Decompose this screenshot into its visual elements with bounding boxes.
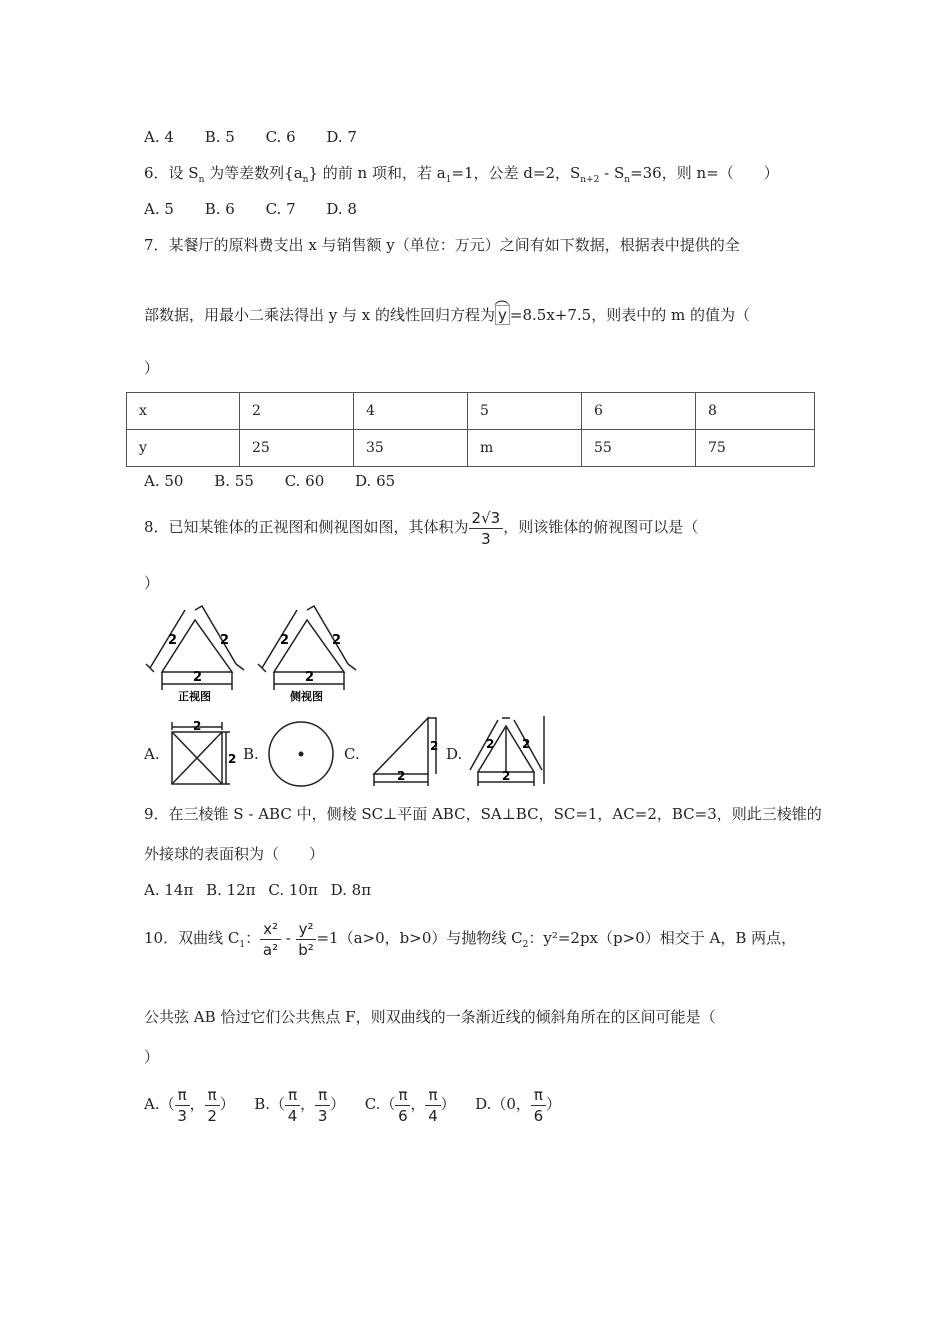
svg-text:2: 2 (430, 739, 439, 753)
svg-text:2: 2 (522, 737, 531, 751)
q8-stem-line2: ） (144, 574, 160, 592)
q7-option-b: B. 55 (214, 472, 254, 490)
q10-options (144, 1084, 561, 1126)
q7-options (144, 471, 421, 491)
q10-option-c: C.（ $\frac{\pi}{6}$ ， $\frac{\pi}{4}$ ） (364, 1085, 456, 1125)
q9-options (144, 880, 397, 900)
option-b-circle-figure (262, 716, 340, 790)
q7-option-a: A. 50 (144, 472, 184, 490)
q7-stem-line3: ） (144, 359, 160, 377)
svg-text:2: 2 (332, 633, 342, 648)
q6-option-d: D. 8 (326, 200, 357, 218)
svg-text:2: 2 (486, 737, 495, 751)
q9-stem-line1: 9．在三棱锥 S ‑ ABC 中，侧棱 SC⊥平面 ABC，SA⊥BC，SC=1，AC=2，BC=3，则此三棱锥的 (144, 805, 822, 823)
front-view-caption: 正视图 (178, 690, 211, 703)
q7-option-c: C. 60 (284, 472, 325, 490)
q9-stem-line2: 外接球的表面积为（ ） (144, 845, 325, 863)
q9-option-d: D. 8π (330, 881, 372, 899)
q5-option-c: C. 6 (265, 128, 296, 146)
q7-stem-line1: 7．某餐厅的原料费支出 x 与销售额 y（单位：万元）之间有如下数据，根据表中提供的全 (144, 236, 740, 254)
q6-option-a: A. 5 (144, 200, 174, 218)
q10-option-d: D.（0， $\frac{\pi}{6}$ ） (475, 1085, 561, 1125)
front-view-figure (140, 602, 255, 704)
side-view-figure (252, 602, 367, 704)
svg-text:2: 2 (502, 769, 511, 783)
q8-option-a-label: A. (144, 745, 160, 763)
q5-option-d: D. 7 (326, 128, 357, 146)
q5-option-b: B. 5 (204, 128, 235, 146)
data-table (126, 392, 815, 467)
q10-option-b: B.（ $\frac{\pi}{4}$ ， $\frac{\pi}{3}$ ） (254, 1085, 346, 1125)
q9-option-c: C. 10π (268, 881, 318, 899)
q10-stem-line1: 10．双曲线 $C_1$： $\frac{\text{x²}}{\text{a²}}$ - $\frac{\text{y²}}{\text{b²}}$ =1（a>0，b>0）与抛物线 $C_2$：y²=2px（p>0）相交于 A，B 两点， (144, 919, 797, 959)
table-row: y 25 35 m 55 75 (127, 430, 815, 467)
q5-option-a: A. 4 (144, 128, 174, 146)
x2-over-a2-fraction: $\frac{\text{x²}}{\text{a²}}$ (260, 919, 281, 960)
svg-text:2: 2 (280, 633, 290, 648)
svg-text:2: 2 (228, 752, 237, 766)
svg-text:2: 2 (193, 670, 203, 685)
svg-text:2: 2 (168, 633, 178, 648)
volume-fraction: $\frac{2√3}{3}$ (469, 508, 504, 549)
q6-option-b: B. 6 (204, 200, 235, 218)
y-hat-symbol: ︵ y (494, 289, 511, 324)
q6-options (144, 199, 383, 219)
table-row: x 2 4 5 6 8 (127, 393, 815, 430)
svg-text:2: 2 (220, 633, 230, 648)
q10-stem-line3: ） (144, 1048, 160, 1066)
q7-stem-line2: 部数据，用最小二乘法得出 y 与 x 的线性回归方程为 ︵ y =8.5x+7.5，则表中的 m 的值为（ (144, 289, 750, 324)
q10-option-a: A.（ $\frac{\pi}{3}$ ， $\frac{\pi}{2}$ ） (144, 1085, 235, 1125)
q10-stem-line2: 公共弦 AB 恰过它们公共焦点 F，则双曲线的一条渐近线的倾斜角所在的区间可能是（ (144, 1008, 716, 1026)
q7-option-d: D. 65 (355, 472, 396, 490)
q8-option-c-label: C. (344, 745, 360, 763)
q6-stem: 6．设 $S_n$ 为等差数列$\{a_n\}$ 的前 n 项和，若 $a_1=1$，公差 d=2，$S_{n+2}$ ‑ $S_n=36$，则 n=（ ） (144, 164, 779, 185)
q8-stem-line1: 8．已知某锥体的正视图和侧视图如图，其体积为 $\frac{2√3}{3}$ ，则该锥体的俯视图可以是（ (144, 508, 699, 548)
q8-option-d-label: D. (446, 745, 463, 763)
q6-option-c: C. 7 (265, 200, 296, 218)
q9-option-a: A. 14π (144, 881, 194, 899)
q9-option-b: B. 12π (206, 881, 256, 899)
svg-text:2: 2 (397, 769, 406, 783)
side-view-caption: 侧视图 (290, 690, 323, 703)
q5-options (144, 127, 383, 147)
option-a-square-figure (164, 718, 238, 790)
y2-over-b2-fraction: $\frac{\text{y²}}{\text{b²}}$ (296, 919, 317, 960)
option-c-triangle-figure (368, 712, 450, 792)
q8-option-b-label: B. (243, 745, 259, 763)
option-d-triangle-figure (466, 712, 548, 792)
svg-text:2: 2 (193, 719, 202, 733)
svg-text:2: 2 (305, 670, 315, 685)
